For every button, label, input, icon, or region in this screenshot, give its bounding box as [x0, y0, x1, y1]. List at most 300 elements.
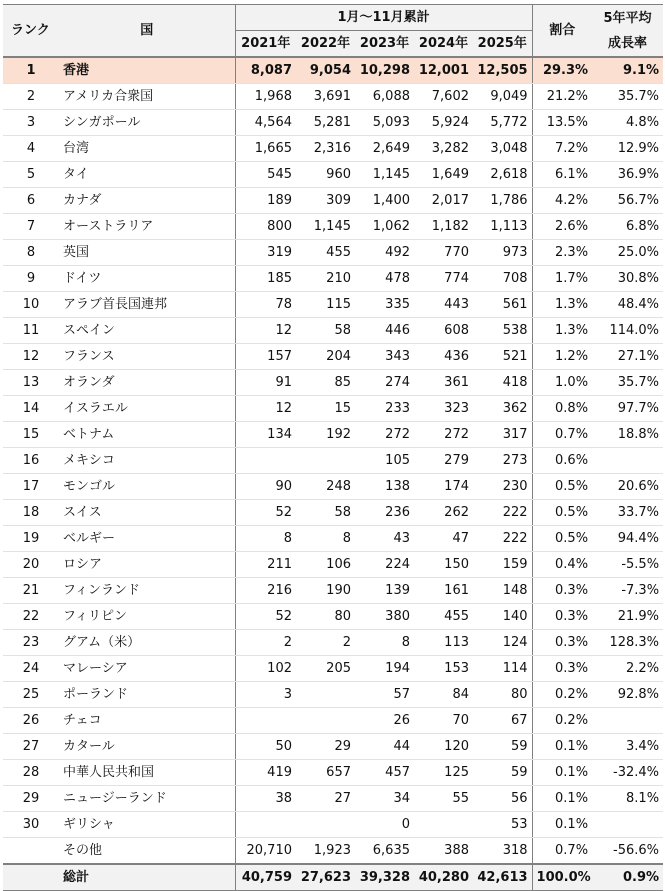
- rank-cell: 5: [3, 162, 59, 188]
- growth-cell: -32.4%: [592, 760, 663, 786]
- share-cell: 0.7%: [532, 422, 592, 448]
- value-cell: 157: [235, 344, 296, 370]
- growth-cell: 30.8%: [592, 266, 663, 292]
- rank-cell: 6: [3, 188, 59, 214]
- value-cell: 5,772: [473, 110, 532, 136]
- value-cell: 80: [473, 682, 532, 708]
- value-cell: 8: [296, 526, 355, 552]
- share-cell: 0.5%: [532, 526, 592, 552]
- value-cell: 236: [355, 500, 414, 526]
- country-cell: ドイツ: [59, 266, 235, 292]
- total-value-cell: 39,328: [355, 864, 414, 891]
- country-cell: フランス: [59, 344, 235, 370]
- value-cell: 455: [414, 604, 473, 630]
- share-cell: 0.3%: [532, 656, 592, 682]
- growth-cell: 18.8%: [592, 422, 663, 448]
- rank-cell: 3: [3, 110, 59, 136]
- value-cell: 204: [296, 344, 355, 370]
- country-cell: シンガポール: [59, 110, 235, 136]
- growth-cell: 9.1%: [592, 57, 663, 84]
- value-cell: 113: [414, 630, 473, 656]
- growth-cell: 114.0%: [592, 318, 663, 344]
- value-cell: 492: [355, 240, 414, 266]
- table-row: [3, 734, 663, 760]
- value-cell: [296, 448, 355, 474]
- country-cell: カナダ: [59, 188, 235, 214]
- value-cell: 50: [235, 734, 296, 760]
- value-cell: 2,649: [355, 136, 414, 162]
- country-cell: グアム（米）: [59, 630, 235, 656]
- year-header: 2025年: [473, 31, 532, 58]
- value-cell: 538: [473, 318, 532, 344]
- value-cell: 174: [414, 474, 473, 500]
- value-cell: 8: [355, 630, 414, 656]
- value-cell: 774: [414, 266, 473, 292]
- value-cell: 159: [473, 552, 532, 578]
- total-value-cell: 27,623: [296, 864, 355, 891]
- value-cell: 1,062: [355, 214, 414, 240]
- share-cell: 4.2%: [532, 188, 592, 214]
- value-cell: 457: [355, 760, 414, 786]
- value-cell: 190: [296, 578, 355, 604]
- value-cell: 272: [414, 422, 473, 448]
- country-header: 国: [59, 5, 235, 58]
- value-cell: 161: [414, 578, 473, 604]
- table-row: [3, 786, 663, 812]
- rank-cell: 1: [3, 57, 59, 84]
- value-cell: 57: [355, 682, 414, 708]
- value-cell: 53: [473, 812, 532, 838]
- table-row: [3, 188, 663, 214]
- share-cell: 0.8%: [532, 396, 592, 422]
- value-cell: 335: [355, 292, 414, 318]
- value-cell: 1,145: [296, 214, 355, 240]
- value-cell: 3,048: [473, 136, 532, 162]
- growth-cell: 12.9%: [592, 136, 663, 162]
- table-row: [3, 57, 663, 84]
- value-cell: 211: [235, 552, 296, 578]
- growth-cell: 94.4%: [592, 526, 663, 552]
- value-cell: [235, 448, 296, 474]
- rank-cell: 27: [3, 734, 59, 760]
- country-cell: その他: [59, 838, 235, 865]
- table-row: [3, 370, 663, 396]
- value-cell: 70: [414, 708, 473, 734]
- value-cell: 120: [414, 734, 473, 760]
- value-cell: 1,968: [235, 84, 296, 110]
- value-cell: 148: [473, 578, 532, 604]
- country-cell: オーストラリア: [59, 214, 235, 240]
- table-row: [3, 526, 663, 552]
- rank-cell: 29: [3, 786, 59, 812]
- rank-cell: 11: [3, 318, 59, 344]
- rank-cell: 20: [3, 552, 59, 578]
- value-cell: 91: [235, 370, 296, 396]
- value-cell: 205: [296, 656, 355, 682]
- value-cell: 561: [473, 292, 532, 318]
- value-cell: 6,088: [355, 84, 414, 110]
- table-row: [3, 812, 663, 838]
- country-cell: フィンランド: [59, 578, 235, 604]
- value-cell: 319: [235, 240, 296, 266]
- table-row: [3, 682, 663, 708]
- value-cell: 478: [355, 266, 414, 292]
- growth-header-line1: 5年平均: [603, 10, 652, 26]
- value-cell: 12: [235, 396, 296, 422]
- value-cell: 140: [473, 604, 532, 630]
- growth-cell: 6.8%: [592, 214, 663, 240]
- total-share-cell: 100.0%: [532, 864, 592, 891]
- table-row: [3, 578, 663, 604]
- share-cell: 1.3%: [532, 318, 592, 344]
- value-cell: 26: [355, 708, 414, 734]
- growth-cell: 36.9%: [592, 162, 663, 188]
- table-row: [3, 292, 663, 318]
- value-cell: 27: [296, 786, 355, 812]
- value-cell: 58: [296, 318, 355, 344]
- value-cell: 318: [473, 838, 532, 865]
- rank-cell: 10: [3, 292, 59, 318]
- value-cell: 12,505: [473, 57, 532, 84]
- share-cell: 0.3%: [532, 604, 592, 630]
- share-cell: 13.5%: [532, 110, 592, 136]
- rank-cell: 7: [3, 214, 59, 240]
- value-cell: 1,400: [355, 188, 414, 214]
- table-row: [3, 136, 663, 162]
- growth-cell: [592, 708, 663, 734]
- country-cell: カタール: [59, 734, 235, 760]
- value-cell: 361: [414, 370, 473, 396]
- table-row: [3, 474, 663, 500]
- value-cell: 56: [473, 786, 532, 812]
- value-cell: 9,054: [296, 57, 355, 84]
- country-cell: タイ: [59, 162, 235, 188]
- value-cell: 59: [473, 734, 532, 760]
- value-cell: 1,786: [473, 188, 532, 214]
- share-cell: 0.6%: [532, 448, 592, 474]
- value-cell: 34: [355, 786, 414, 812]
- value-cell: 1,145: [355, 162, 414, 188]
- value-cell: 125: [414, 760, 473, 786]
- value-cell: 6,635: [355, 838, 414, 865]
- value-cell: 343: [355, 344, 414, 370]
- table-row: [3, 266, 663, 292]
- rank-cell: 19: [3, 526, 59, 552]
- value-cell: 189: [235, 188, 296, 214]
- rank-cell: 12: [3, 344, 59, 370]
- rank-cell: 22: [3, 604, 59, 630]
- share-cell: 29.3%: [532, 57, 592, 84]
- growth-cell: -56.6%: [592, 838, 663, 865]
- growth-cell: -5.5%: [592, 552, 663, 578]
- export-stats-table: [3, 4, 663, 891]
- value-cell: 10,298: [355, 57, 414, 84]
- country-cell: マレーシア: [59, 656, 235, 682]
- country-cell: スペイン: [59, 318, 235, 344]
- growth-cell: [592, 448, 663, 474]
- share-cell: 2.6%: [532, 214, 592, 240]
- value-cell: 222: [473, 526, 532, 552]
- value-cell: 800: [235, 214, 296, 240]
- growth-cell: 92.8%: [592, 682, 663, 708]
- value-cell: 90: [235, 474, 296, 500]
- table-body: [3, 57, 663, 864]
- total-row: [3, 864, 663, 891]
- value-cell: 138: [355, 474, 414, 500]
- value-cell: 52: [235, 500, 296, 526]
- table-row: [3, 84, 663, 110]
- year-header: 2023年: [355, 31, 414, 58]
- value-cell: 8,087: [235, 57, 296, 84]
- share-cell: 0.2%: [532, 708, 592, 734]
- growth-cell: 8.1%: [592, 786, 663, 812]
- growth-header: [592, 5, 663, 58]
- value-cell: 3,282: [414, 136, 473, 162]
- table-row: [3, 162, 663, 188]
- value-cell: 2,316: [296, 136, 355, 162]
- share-cell: 0.1%: [532, 812, 592, 838]
- value-cell: 233: [355, 396, 414, 422]
- value-cell: 309: [296, 188, 355, 214]
- growth-cell: 21.9%: [592, 604, 663, 630]
- value-cell: 150: [414, 552, 473, 578]
- year-header: 2024年: [414, 31, 473, 58]
- value-cell: 105: [355, 448, 414, 474]
- share-cell: 7.2%: [532, 136, 592, 162]
- value-cell: 55: [414, 786, 473, 812]
- value-cell: 44: [355, 734, 414, 760]
- value-cell: 134: [235, 422, 296, 448]
- growth-cell: 97.7%: [592, 396, 663, 422]
- share-cell: 0.3%: [532, 578, 592, 604]
- value-cell: 230: [473, 474, 532, 500]
- total-value-cell: 40,759: [235, 864, 296, 891]
- value-cell: 124: [473, 630, 532, 656]
- value-cell: 5,093: [355, 110, 414, 136]
- value-cell: [235, 812, 296, 838]
- value-cell: 1,113: [473, 214, 532, 240]
- value-cell: 7,602: [414, 84, 473, 110]
- value-cell: 9,049: [473, 84, 532, 110]
- growth-cell: 3.4%: [592, 734, 663, 760]
- share-cell: 0.1%: [532, 786, 592, 812]
- value-cell: 4,564: [235, 110, 296, 136]
- value-cell: 1,649: [414, 162, 473, 188]
- growth-cell: 20.6%: [592, 474, 663, 500]
- value-cell: 185: [235, 266, 296, 292]
- value-cell: [414, 812, 473, 838]
- growth-cell: 25.0%: [592, 240, 663, 266]
- country-cell: アメリカ合衆国: [59, 84, 235, 110]
- growth-cell: 2.2%: [592, 656, 663, 682]
- country-cell: フィリピン: [59, 604, 235, 630]
- value-cell: 224: [355, 552, 414, 578]
- value-cell: 85: [296, 370, 355, 396]
- table-row: [3, 604, 663, 630]
- country-cell: ロシア: [59, 552, 235, 578]
- table-row: [3, 552, 663, 578]
- growth-cell: 56.7%: [592, 188, 663, 214]
- value-cell: 43: [355, 526, 414, 552]
- value-cell: 455: [296, 240, 355, 266]
- share-header: 割合: [532, 5, 592, 58]
- value-cell: 153: [414, 656, 473, 682]
- share-cell: 0.1%: [532, 760, 592, 786]
- value-cell: 960: [296, 162, 355, 188]
- country-cell: オランダ: [59, 370, 235, 396]
- value-cell: 139: [355, 578, 414, 604]
- share-cell: 1.3%: [532, 292, 592, 318]
- rank-cell: 24: [3, 656, 59, 682]
- rank-cell: 26: [3, 708, 59, 734]
- value-cell: 192: [296, 422, 355, 448]
- growth-cell: 4.8%: [592, 110, 663, 136]
- country-cell: ギリシャ: [59, 812, 235, 838]
- value-cell: 272: [355, 422, 414, 448]
- growth-cell: 27.1%: [592, 344, 663, 370]
- growth-cell: 33.7%: [592, 500, 663, 526]
- value-cell: 418: [473, 370, 532, 396]
- value-cell: 114: [473, 656, 532, 682]
- rank-header: ランク: [3, 5, 59, 58]
- share-cell: 1.7%: [532, 266, 592, 292]
- value-cell: 362: [473, 396, 532, 422]
- share-cell: 0.4%: [532, 552, 592, 578]
- header-row-top: [3, 5, 663, 31]
- table-row: [3, 708, 663, 734]
- rank-cell: 17: [3, 474, 59, 500]
- year-header: 2022年: [296, 31, 355, 58]
- share-cell: 0.3%: [532, 630, 592, 656]
- value-cell: 12: [235, 318, 296, 344]
- value-cell: 2: [296, 630, 355, 656]
- growth-cell: 35.7%: [592, 84, 663, 110]
- value-cell: [296, 682, 355, 708]
- table-row: [3, 838, 663, 865]
- value-cell: 59: [473, 760, 532, 786]
- country-cell: モンゴル: [59, 474, 235, 500]
- table-row: [3, 656, 663, 682]
- table-row: [3, 448, 663, 474]
- value-cell: 770: [414, 240, 473, 266]
- value-cell: 29: [296, 734, 355, 760]
- country-cell: 英国: [59, 240, 235, 266]
- growth-cell: [592, 812, 663, 838]
- value-cell: 1,182: [414, 214, 473, 240]
- value-cell: 38: [235, 786, 296, 812]
- total-label: 総計: [59, 864, 235, 891]
- country-cell: ベルギー: [59, 526, 235, 552]
- year-header: 2021年: [235, 31, 296, 58]
- total-value-cell: 42,613: [473, 864, 532, 891]
- value-cell: 419: [235, 760, 296, 786]
- country-cell: ベトナム: [59, 422, 235, 448]
- table-row: [3, 318, 663, 344]
- share-cell: 0.1%: [532, 734, 592, 760]
- value-cell: 194: [355, 656, 414, 682]
- share-cell: 0.5%: [532, 474, 592, 500]
- table-row: [3, 760, 663, 786]
- share-cell: 6.1%: [532, 162, 592, 188]
- value-cell: 102: [235, 656, 296, 682]
- rank-cell: 13: [3, 370, 59, 396]
- value-cell: 545: [235, 162, 296, 188]
- value-cell: 3,691: [296, 84, 355, 110]
- share-cell: 0.5%: [532, 500, 592, 526]
- growth-cell: 48.4%: [592, 292, 663, 318]
- table-row: [3, 500, 663, 526]
- value-cell: 20,710: [235, 838, 296, 865]
- share-cell: 0.2%: [532, 682, 592, 708]
- value-cell: 115: [296, 292, 355, 318]
- value-cell: 443: [414, 292, 473, 318]
- value-cell: 5,281: [296, 110, 355, 136]
- value-cell: 436: [414, 344, 473, 370]
- value-cell: 446: [355, 318, 414, 344]
- country-cell: イスラエル: [59, 396, 235, 422]
- value-cell: 657: [296, 760, 355, 786]
- value-cell: 279: [414, 448, 473, 474]
- table-row: [3, 422, 663, 448]
- value-cell: [296, 708, 355, 734]
- value-cell: 608: [414, 318, 473, 344]
- value-cell: 58: [296, 500, 355, 526]
- value-cell: 317: [473, 422, 532, 448]
- rank-cell: 30: [3, 812, 59, 838]
- table-row: [3, 396, 663, 422]
- share-cell: 1.2%: [532, 344, 592, 370]
- value-cell: 67: [473, 708, 532, 734]
- value-cell: 12,001: [414, 57, 473, 84]
- rank-cell: 16: [3, 448, 59, 474]
- table-row: [3, 630, 663, 656]
- growth-cell: 128.3%: [592, 630, 663, 656]
- country-cell: 香港: [59, 57, 235, 84]
- value-cell: 708: [473, 266, 532, 292]
- rank-cell: 28: [3, 760, 59, 786]
- rank-cell: [3, 838, 59, 865]
- value-cell: 323: [414, 396, 473, 422]
- country-cell: 中華人民共和国: [59, 760, 235, 786]
- value-cell: 106: [296, 552, 355, 578]
- country-cell: 台湾: [59, 136, 235, 162]
- value-cell: 973: [473, 240, 532, 266]
- value-cell: 2,017: [414, 188, 473, 214]
- rank-cell: 18: [3, 500, 59, 526]
- country-cell: チェコ: [59, 708, 235, 734]
- growth-cell: 35.7%: [592, 370, 663, 396]
- value-cell: 216: [235, 578, 296, 604]
- share-cell: 2.3%: [532, 240, 592, 266]
- rank-cell: 15: [3, 422, 59, 448]
- value-cell: 80: [296, 604, 355, 630]
- total-growth-cell: 0.9%: [592, 864, 663, 891]
- value-cell: 0: [355, 812, 414, 838]
- growth-cell: -7.3%: [592, 578, 663, 604]
- share-cell: 1.0%: [532, 370, 592, 396]
- value-cell: 2,618: [473, 162, 532, 188]
- total-rank-cell: [3, 864, 59, 891]
- value-cell: [296, 812, 355, 838]
- value-cell: 273: [473, 448, 532, 474]
- country-cell: アラブ首長国連邦: [59, 292, 235, 318]
- table-row: [3, 214, 663, 240]
- value-cell: 1,923: [296, 838, 355, 865]
- rank-cell: 23: [3, 630, 59, 656]
- share-cell: 21.2%: [532, 84, 592, 110]
- table-row: [3, 110, 663, 136]
- rank-cell: 14: [3, 396, 59, 422]
